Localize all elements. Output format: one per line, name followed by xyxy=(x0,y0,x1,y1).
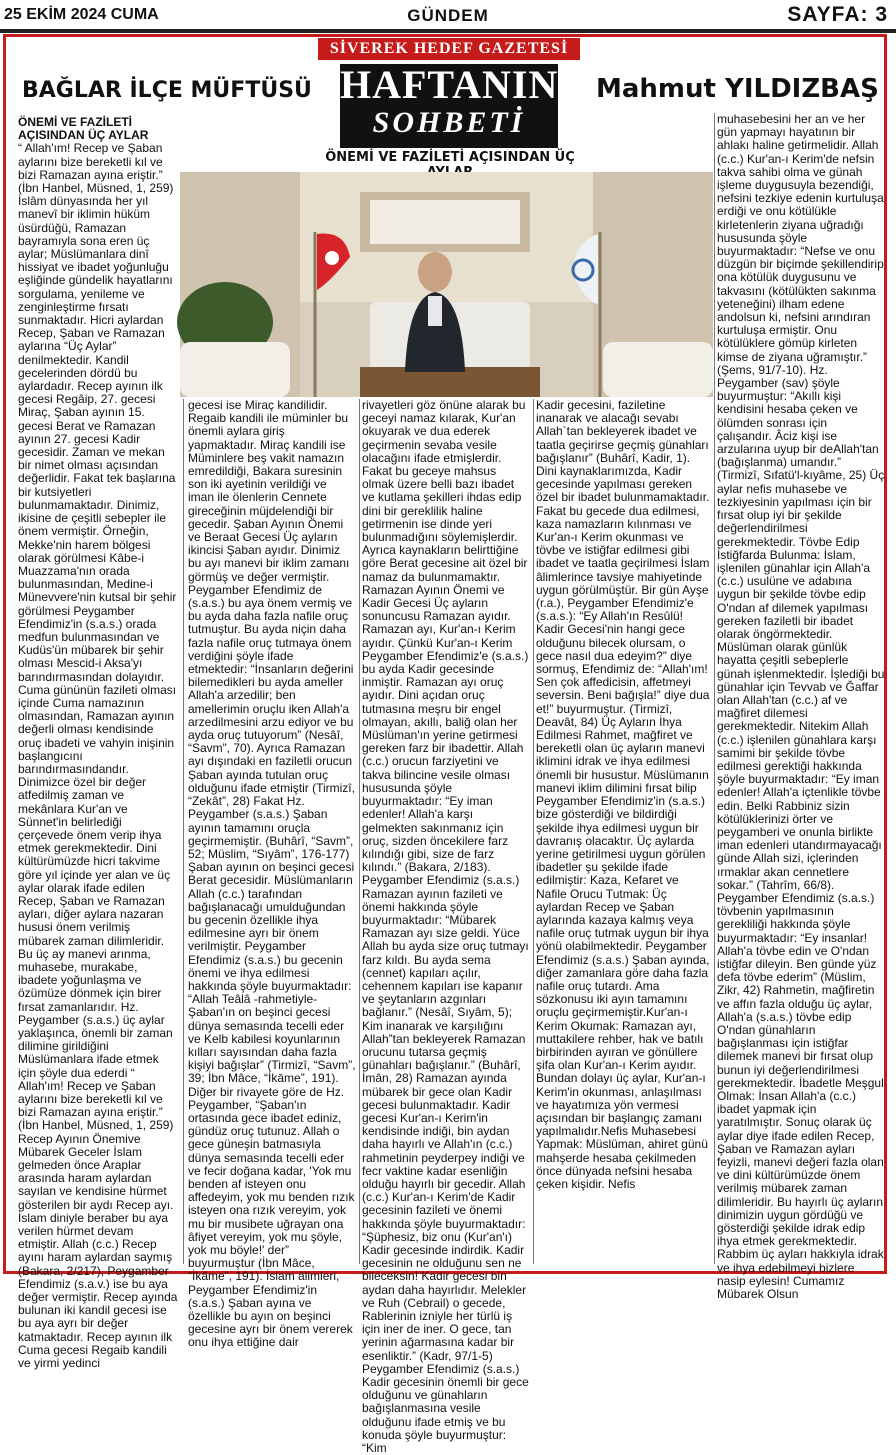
top-rule xyxy=(0,29,896,33)
article-body-col5: muhasebesini her an ve her gün yapmayı hayatının bir ahlakı haline getirmelidir. Allah (c.c.) Kur'an-ı Kerim'de nefsin takva sahibi olma ve günah işleme duygusuyla bezendiği, nefsini tezkiye edenin kurtuluşa erdiği ve onu kötülükle kirletenlerin ziyana uğradığı hususunda şöyle buyurmaktadır: “Nefse ve onu düzgün bir biçimde şekillendirip ona kötülük duygusunu ve takvasını (kötülükten sakınma yeteneğini) ilham edene andolsun ki, nefsini arındıran kurtuluşa ermiştir. Onu kötülüklere gömüp kirleten kimse de ziyana uğramıştır.” (Şems, 91/7-10). Hz. Peygamber (sav) şöyle buyurmuştur: “Akıllı kişi kendisini hesaba çeken ve ölümden sonrası için çalışandır. Âciz kişi ise arzularına uyup bir deAllah'tan (bağışlanma) umandır.” (Tirmizî, Sıfatü'l-kıyâme, 25) Üç aylar nefis muhasebe ve tezkiyesinin yapılması için bir fırsat olup iyi bir şekilde değerlendirilmesi gerekmektedir. Tövbe Edip İstiğfarda Bulunma: İslam, işlenilen günahlar için Allah'a (c.c.) usulüne ve adabına uygun bir şekilde tövbe edip O'ndan af dilemek yapılması gereken faziletli bir ibadet olarak öngörmektedir. Müslüman olarak günlük hayatta çeşitli sebeplerle günah işlenmektedir. İşlediği bu günahlar için Tevvab ve Ğaffar olan Allah'tan (c.c.) af ve mağfiret dilemesi gerekmektedir. Nitekim Allah (c.c.) işlenilen günahlara karşı samimi bir şekilde tövbe edilmesi gerektiği hakkında şöyle buyurmaktadır: “Ey iman edenler! Allah'a içtenlikle tövbe edin. Belki Rabbiniz sizin kötülüklerinizi örter ve peygamberi ve onunla birlikte iman edenleri utandırmayacağı günde Allah sizi, içlerinden ırmaklar akan cennetlere sokar.” (Tahrîm, 66/8). Peygamber Efendimiz (s.a.s.) tövbenin yapılmasının gerekliliği hakkında şöyle buyurmaktadır: “Ey insanlar! Allah'a tövbe edin ve O'ndan istiğfar dileyin. Ben günde yüz defa tövbe ederim” (Müslim, Zikr, 42) Rahmetin, mağfiretin ve affın fazla olduğu üç aylar, Allah'a (s.a.s.) tövbe edip O'ndan günahların bağışlanması için istiğfar dilemek manevi bir fırsat olup bunun iyi değerlendirilmesi gerekmektedir. İbadetle Meşgul Olmak: İnsan Allah'a (c.c.) ibadet yapmak için yaratılmıştır. Sonuç olarak üç aylar diye ifade edilen Recep, Şaban ve Ramazan ayları feyizli, manevi değeri fazla olan ve dini kültürümüzde önem verilmiş mübarek zaman dilimleridir. Bu hayırlı üç ayların dinimizin uygun gördüğü ve gösterdiği şekilde idrak edip ihya etmek gerekmektedir. Rabbim üç ayları hakkıyla idrak ve ihya edebilmeyi bizlere nasip eylesin! Cumamız Mübarek Olsun xyxy=(717,112,885,1302)
author-name: Mahmut YILDIZBAŞ xyxy=(596,74,879,104)
author-title: BAĞLAR İLÇE MÜFTÜSÜ xyxy=(22,78,312,103)
author-photo xyxy=(180,172,713,397)
column-subtitle: ÖNEMİ VE FAZİLETİ AÇISINDAN ÜÇ xyxy=(325,150,575,165)
article-column-3 xyxy=(362,398,530,1455)
article-column-1 xyxy=(18,115,178,1371)
article-body-col2: gecesi ise Miraç kandilidir. Regaib kandili ile müminler bu önemli aylara giriş yapmaktadır. Miraç kandili ise Müminlere beş vakit namazın emredildiği, Bakara suresinin son iki ayetinin verildiği ve iman ile ölenlerin Cennete gireceğinin müjdelendiği bir gecedir. Şaban Ayının Önemi ve Beraat Gecesi Üç ayların ikincisi Şaban ayıdır. Dinimiz bu ayı manevi bir iklim zamanı görmüş ve değer vermiştir. Peygamber Efendimiz de (s.a.s.) bu aya önem vermiş ve bu ayda daha fazla nafile oruç tutmuştur. Bu ayda niçin daha fazla nafile oruç tutmaya önem verdiğini şöyle ifade etmektedir: “İnsanların değerini bilemedikleri bu ayda ameller Allah'a arzedilir; ben amellerimin oruçlu iken Allah'a arzedilmesini arzu ediyor ve bu ayda oruç tutuyorum” (Nesâî, “Savm”, 70). Ayrıca Ramazan ayı dışındaki en faziletli orucun Şaban ayında tutulan oruç olduğunu ifade etmiştir (Tirmizî, “Zekât”, 28) Fakat Hz. Peygamber (s.a.s.) Şaban ayının tamamını oruçla geçirmemiştir. (Buhârî, “Savm”, 52; Müslim, “Sıyâm”, 176-177) Şaban ayının on beşinci gecesi Berat gecesidir. Müslümanların Allah (c.c.) tarafından bağışlanacağı umulduğundan bu gecenin özellikle ihya edilmesine ayrı bir önem verilmiştir. Peygamber Efendimiz (s.a.s.) bu gecenin önemi ve ihya edilmesi hakkında şöyle buyurmaktadır: “Allah Teâlâ -rahmetiyle- Şaban'ın on beşinci gecesi dünya semasında tecelli eder ve Kelb kabilesi koyunlarının kılları sayısından daha fazla kişiyi bağışlar” (Tirmizî, “Savm”, 39; İbn Mâce, “İkāme”, 191). Diğer bir rivayete göre de Hz. Peygamber, “Şaban'ın ortasında gece ibadet ediniz, gündüz oruç tutunuz. Allah o gece güneşin batmasıyla dünya semasında tecelli eder ve fecir doğana kadar, 'Yok mu benden af isteyen onu affedeyim, yok mu benden rızık isteyen ona rızık vereyim, yok mu bir musibete uğrayan ona âfiyet vereyim, yok mu şöyle, yok mu böyle!' der” buyurmuştur (İbn Mâce, “İkāme”, 191). İslam âlimleri, Peygamber Efendimiz'in (s.a.s.) Şaban ayına ve özellikle bu ayın on beşinci gecesine ayrı bir önem vererek onu ihya ettiğine dair xyxy=(188,398,356,1350)
newspaper-ribbon: SİVEREK HEDEF GAZETESİ xyxy=(318,38,580,60)
article-column-4 xyxy=(536,399,712,1264)
article-body-col3: rivayetleri göz önüne alarak bu geceyi namaz kılarak, Kur'an okuyarak ve dua ederek geçirmenin sevaba vesile olacağını ifade etmişlerdir. Fakat bu geceye mahsus olmak üzere belli bazı ibadet ve kutlama şekilleri ihdas edip dini bir gereklilik haline getirmenin ise dinde yeri bulunmadığını söylemişlerdir. Ayrıca kaynakların belirttiğine göre Berat gecesine ait özel bir namaz da bulunmamaktır. Ramazan Ayının Önemi ve Kadir Gecesi Üç ayların sonuncusu Ramazan ayıdır. Ramazan ayı, Kur'an-ı Kerim ayıdır. Çünkü Kur'an-ı Kerim Peygamber Efendimiz'e (s.a.s.) bu ayda Kadir gecesinde inmiştir. Ramazan ayı oruç ayıdır. Dini açıdan oruç tutmasına meşru bir engel olmayan, akıllı, baliğ olan her Müslüman'ın yerine getirmesi gereken farz bir ibadettir. Allah (c.c.) orucun farziyetini ve takva bilincine vesile olması hususunda şöyle buyurmaktadır: “Ey iman edenler! Allah'a karşı gelmekten sakınmanız için oruç, sizden öncekilere farz kılındığı gibi, size de farz kılındı.” (Bakara, 2/183). Peygamber Efendimiz (s.a.s.) Ramazan ayının fazileti ve önemi hakkında şöyle buyurmaktadır: “Mübarek Ramazan ayı size geldi. Yüce Allah bu ayda size oruç tutmayı farz kıldı. Bu ayda sema (cennet) kapıları açılır, cehennem kapıları ise kapanır ve şeytanların azgınları bağlanır.” (Nesâî, Sıyâm, 5); Kim inanarak ve karşılığını Allah”tan bekleyerek Ramazan orucunu tutarsa geçmiş günahları bağışlanır.” (Buhârî, İmân, 28) Ramazan ayında mübarek bir gece olan Kadir gecesi bulunmaktadır. Kadir gecesi Kur'an-ı Kerim'in kendisinde indiği, bin aydan daha hayırlı ve Allah'ın (c.c.) rahmetinin peyderpey indiği ve fecr vaktine kadar esenliğin olduğu hayırlı bir gecedir. Allah (c.c.) Kur'an-ı Kerim'de Kadir gecesinin fazileti ve önemi hakkında şöyle buyurmaktadır: “Şüphesiz, biz onu (Kur'an'ı) Kadir gecesinde indirdik. Kadir gecesinin ne olduğunu sen ne bileceksin! Kadir gecesi bin aydan daha hayırlıdır. Melekler ve Ruh (Cebrail) o gecede, Rablerinin izniyle her türlü iş için iner de iner. O gece, tan yerinin ağarmasına kadar bir esenliktir.” (Kadr, 97/1-5) Peygamber Efendimiz (s.a.s.) Kadir gecesinin önemli bir gece olduğunu ve günahların bağışlanmasına vesile olduğunu ifade etmiş ve bu konuda şöyle buyurmuştur: “Kim xyxy=(362,398,529,1455)
column-divider xyxy=(533,399,534,1264)
article-heading: ÖNEMİ VE FAZİLETİ AÇISINDAN ÜÇ AYLAR xyxy=(18,115,149,143)
article-column-5 xyxy=(717,112,885,1302)
article-column-2 xyxy=(188,398,356,1350)
column-logo xyxy=(340,64,558,148)
top-bar xyxy=(0,0,896,30)
article-body-col4: Kadir gecesini, faziletine inanarak ve alacağı sevabı Allah`tan bekleyerek ibadet ve taatla geçirirse geçmiş günahları bağışlanır” (Buhârî, Kadir, 1). Dini kaynaklarımızda, Kadir gecesinde yapılması gereken özel bir ibadet bulunmamaktadır. Fakat bu gecede dua edilmesi, kaza namazların kılınması ve Kur'an-ı Kerim okunması ve tövbe ve istiğfar edilmesi gibi ibadet ve taatla geçirilmesi İslam âlimlerince tavsiye mahiyetinde uygun görülmüştür. Bir gün Ayşe (r.a.), Peygamber Efendimiz'e (s.a.s.): “Ey Allah'ın Resûlü! Kadir Gecesi'nin hangi gece olduğunu bilecek olursam, o gece nasıl dua edeyim?” diye sormuş, Efendimiz de: “Allah'ım! Sen çok affedicisin, affetmeyi seversin. Beni bağışla!” diye dua et!” buyurmuştur. (Tirmizî, Deavât, 84) Üç Ayların İhya Edilmesi Rahmet, mağfiret ve bereketli olan üç ayların manevi iklimini idrak ve ihya edilmesi önemli bir husustur. Müslümanın manevi iklim dilimini fırsat bilip Peygamber Efendimiz'in (s.a.s.) bize gösterdiği ve bildirdiği şekilde ihya edilmesi uygun bir davranış olacaktır. Üç aylarda yerine getirilmesi uygun görülen ibadetler şu şekilde ifade edilmiştir: Kaza, Kefaret ve Nafile Orucu Tutmak: Üç aylardan Recep ve Şaban aylarında kazaya kalmış veya nafile oruç tutmak uygun bir ihya yönü olabilmektedir. Peygamber Efendimiz (s.a.s.) Şaban ayında, diğer zamanlara göre daha fazla nafile oruç tutardı. Ama sözkonusu iki ayın tamamını oruçlu geçirmemiştir.Kur'an-ı Kerim Okumak: Ramazan ayı, muttakilere rehber, hak ve batılı birbirinden ayıran ve gönüllere şifa olan Kur'an-ı Kerim ayıdır. Bundan dolayı üç aylar, Kur'an-ı Kerim'in okunması, anlaşılması ve hayatımıza yön vermesi açısından bir başlangıç zamanı yapılmalıdır.Nefis Muhasebesi Yapmak: Müslüman, ahiret günü mahşerde hesaba çekilmeden önce dünyada nefsini hesaba çeken kişidir. Nefis xyxy=(536,398,710,1191)
section-name: GÜNDEM xyxy=(407,6,489,25)
column-logo-line2: SOHBETİ xyxy=(372,106,526,139)
office-photo-illustration xyxy=(180,172,713,397)
article-body-col1: “ Allah'ım! Recep ve Şaban aylarını bize bereketli kıl ve bizi Ramazan ayına eriştir.” (İbn Hanbel, Müsned, 1, 259) İslâm dünyasında her yıl manevî bir iklimin hüküm üsürdüğü, Ramazan bayramıyla sona eren üç aylar; Müslümanlara dinî hissiyat ve ibadet yoğunluğu eşliğinde gündelik hayatlarını sorgulama, yenileme ve zenginleştirme fırsatı sunmaktadır. Hicri aylardan Recep, Şaban ve Ramazan aylarına “Üç Aylar” denilmektedir. Kandil gecelerinden dördü bu aylardadır. Recep ayının ilk gecesi Regâip, 27. gecesi Miraç, Şaban ayının 15. gecesi Berat ve Ramazan ayının 27. gecesi Kadir gecesidir. Zaman ve mekan bir nimet olması açısından değerlidir. Fakat tek başlarına bir kutsiyetleri bulunmamaktadır. Dinimiz, ikisine de çeşitli sebepler ile önem vermiştir. Örneğin, Mekke'nin harem bölgesi olarak görülmesi Kâbe-i Muazzama'nın orada bulunmasından, Medine-i Münevvere'nin kutsal bir şehir görülmesi Peygamber Efendimiz'in (s.a.s.) orada medfun bulunmasından ve Kudüs'ün mübarek bir şehir olması Mescid-i Aksa'yı barındırmasından dolayıdır. Cuma gününün fazileti olması içinde Cuma namazının olmasından, Ramazan ayının değerli olması kendisinde oruç ibadeti ve vahyin inişinin başlangıcını barındırmasındandır. Dinimizce özel bir değer atfedilmiş zaman ve mekânlara Kur'an ve Sünnet'in belirlediği çerçevede önem verip ihya etmek gerekmektedir. Dini kültürümüzde hicri takvime göre yıl içinde yer alan ve üç aylar olarak ifade edilen Recep, Şaban ve Ramazan ayları, diğer aylara nazaran hususi önem verilmiş mübarek zaman dilimleridir. Bu üç ay manevi arınma, muhasebe, murakabe, ibadete yoğunlaşma ve özümüze dönmek için birer fırsat zamanlarıdır. Hz. Peygamber (s.a.s.) üç aylar yaklaşınca, önemli bir zaman dilimine girildiğini Müslümanlara ifade etmek için şöyle dua ederdi “ Allah'ım! Recep ve Şaban aylarını bize bereketli kıl ve bizi Ramazan ayına eriştir.” (İbn Hanbel, Müsned, 1, 259) Recep Ayının Önemive Mübarek Geceler İslam gelmeden önce Araplar arasında haram aylardan sayılan ve kendisine hürmet gösterilen bir aydı Recep ayı. İslam diniyle beraber bu aya verilen hürmet devam etmiştir. Allah (c.c.) Recep ayını haram aylardan saymış (Bakara, 2/217), Peygamber Efendimiz (s.a.v.) ise bu aya değer vermiştir. Recep ayında bulunan iki kandil gecesi ise bu aya ayrı bir değer katmaktadır. Recep ayının ilk Cuma gecesi Regaib kandili ve yirmi yedinci xyxy=(18,141,178,1371)
column-logo-line1: HAFTANIN xyxy=(340,62,559,107)
column-divider xyxy=(714,113,715,1264)
column-divider xyxy=(183,399,184,1264)
column-divider xyxy=(359,399,360,1264)
issue-date: 25 EKİM 2024 CUMA xyxy=(4,6,159,23)
page-number: SAYFA: 3 xyxy=(787,3,888,26)
